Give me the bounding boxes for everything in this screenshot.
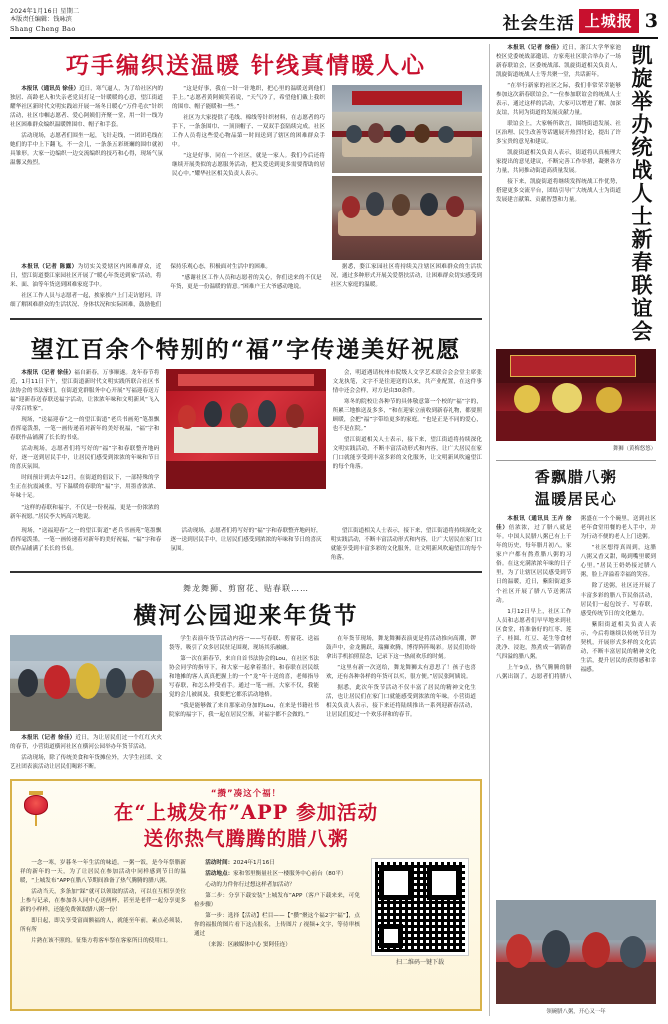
para: 片熟在该不照的。征集方将客车祭在客家所日的使用口。 <box>31 938 172 945</box>
article-newyear-goods-body <box>10 263 482 310</box>
para: 活动当天，多条加“踩”就可以领取的活动，可以在互相享美位上参与记录，在参加各人同中心送两杯，甚至是老伴一起分享更多新的小样样，还能免费领取腊八粥一份！ <box>20 888 186 913</box>
ad-headline-line2: 送你热气腾腾的腊八粥 <box>143 827 349 851</box>
ad-headline-line1: 在“上城发布”APP 参加活动 <box>113 800 379 824</box>
ad-text-columns <box>20 859 360 966</box>
para: 倍浓浓，过了腊八就是年。中国人民腊八粥已有上千年的历史，每年腊月初八，家家户户都有熬煮腊八粥的习俗。在这充满浓浓年味的日子里，为了让辖区居民感受到节日的温暖，近日，紫阳街道多个社区开展了腊八节送粥活动。 <box>496 525 572 604</box>
para: 除了送粥，社区还开展了丰富多彩的腊八节民俗活动，居民们一起包饺子、写春联，感受传统节日的文化魅力。 <box>580 583 656 617</box>
article-porridge-byline: 本报讯（通讯员 王卉 徐佳） <box>496 516 572 532</box>
article-fu-characters <box>10 328 482 563</box>
para: 在年货节现场，舞龙舞狮表演更是将活动推向高潮，锣鼓声中，金龙腾跃，瑞狮欢腾，博得阵阵喝彩。居民们纷纷拿出手机拍照留念，记录下这一热闹欢乐的时刻。 <box>326 635 476 660</box>
ad-qr-block[interactable] <box>368 859 472 966</box>
article-fu-body-bottom <box>10 527 482 563</box>
article-porridge-headline-line2: 温暖居民心 <box>534 490 618 509</box>
photo-weaving-room <box>332 85 482 173</box>
ad-body <box>20 859 472 966</box>
para: 望江街道相关人士表示，接下来，望江街道将持续深化文明实践活动，不断丰富活动形式和内容，让广大居民在家门口就能享受到丰富多彩的文化服务，让文明新风吹遍望江的每个角落。 <box>332 437 482 471</box>
article-fu-body-right <box>333 369 482 473</box>
ad-place-value: 家和邻里衡量社区一楼服务中心前台（80平） <box>233 870 347 877</box>
para: 近日，浙江大学华家池校区党委统战部邀请、方家苑社区联合举办了一场新春联谊会，区委统战部、凯旋街道相关负责人，凯旋街道统战人士等共聚一堂，共话新年。 <box>496 44 621 78</box>
article-fu-body-left <box>10 369 159 522</box>
article-porridge-body <box>496 515 656 682</box>
para: 据悉，此次年货节活动不仅丰富了居民的精神文化生活，也让居民们在家门口就能感受到浓浓的年味。小营街道相关负责人表示，接下来还将陆续推出一系列迎新春活动，让居民们度过一个欢乐祥和的春节。 <box>326 685 476 719</box>
photo-fu-calligraphy <box>166 369 325 489</box>
para: “社区想得真周到，这腊八粥又香又甜，喝到嘴里暖到心里。”居民王奶奶接过腊八粥，脸上洋溢着幸福的笑容。 <box>580 545 656 579</box>
para: 近日，为让居民们过一个红红火火的春节，小营街道横河社区在横河公园举办年货节活动。 <box>10 734 162 750</box>
article-unitedfront-body <box>496 44 621 343</box>
article-fair <box>10 581 482 774</box>
right-column <box>489 44 656 1016</box>
para: “这是好事，同在一个社区，就是一家人。我们今后还将继续开展类似的志愿服务活动，把关爱送到更多需要帮助的居民心中。”耀华社区相关负责人表示。 <box>172 152 325 178</box>
para: 紫阳街道相关负责人表示，今后将继续以传统节日为契机，开展形式多样的文化活动，不断丰富居民的精神文化生活，提升居民的获得感和幸福感。 <box>580 621 656 673</box>
para: 福自新春，万事顺遂。龙年春节将近，1月11日下午，望江街道新时代文明实践所联合社区书法协会的书法家们，在街道党群服务中心开展“写福迎春送万福”迎新春送春联送福字活动，让浓浓年味和文明新风“飞入寻常百姓家”。 <box>10 369 160 413</box>
ad-time-value: 2024年1月16日 <box>233 859 275 866</box>
page-number: 3 <box>644 10 658 33</box>
para: “我是能够做了来自那家动身加的Lou，在来是书籍社书院家的福字下，我一起在居民空寨，对福字都不会做的。” <box>169 703 319 719</box>
ad-time-label: 活动时间： <box>205 859 234 866</box>
lantern-icon <box>20 787 54 829</box>
article-fair-body-mid <box>169 635 319 720</box>
article-fair-body-right <box>326 635 476 720</box>
ad-step-note: 心动的力件你行过想这样者加活动？ <box>205 881 295 888</box>
ad-place-label: 活动地点： <box>205 870 234 877</box>
ad-source: （来源：区融媒体中心 窦阿佳连） <box>205 942 291 949</box>
para: 现场，“送福迎春”之一的望江街道“老兵书画苑”笔墨飘香挥毫泼墨，一笔一画传递着对新年的美好祝福，“福”字和春联作品铺满了长长的书桌。 <box>10 417 160 442</box>
article-newyear-goods-byline: 本报讯（记者 陈露） <box>21 263 78 270</box>
para: 学生表演年货节活动内容一——写春联、剪窗花、送福袋等，吸引了众多居民驻足围观，现场其乐融融。 <box>169 635 319 651</box>
para: 活动现场，志愿者们围坐一起，飞针走线，一团团毛线在她们的手中上下翻飞，不一会儿，一条条五彩斑斓的围巾就初具雏形。大家一边编织一边交流编织的技巧和心得，现场气氛温馨又热烈。 <box>10 132 163 166</box>
newspaper-logo: 上城报 <box>579 9 639 33</box>
article-fu-byline: 本报讯（记者 徐佳） <box>21 369 75 376</box>
para: 寒冬的院校让各种节的具体敬意第一个校的“福”字的，所累三地推送及多多，“和在迎家立前收到新春礼物，都要照顾暖，会把“福”字带给更多的家庭。“也是正是不同的爱心，也不是在院。” <box>332 398 482 433</box>
article-fu-headline: 望江百余个特别的“福”字传递美好祝愿 <box>30 335 462 363</box>
para: 活动现场，除了传统美食和年货摊位外，大学生社团、文艺社团表演活动让居民们喝彩不断。 <box>10 754 162 770</box>
editor-line: 本版责任编辑：钱咏滨 <box>10 16 72 24</box>
para: 现场，“送福迎春”之一的望江街道“老兵书画苑”笔墨飘香挥毫泼墨，一笔一画传递着对新年的美好祝福，“福”字和春联作品铺满了长长的书桌。 <box>10 527 162 552</box>
page-body <box>10 44 658 1016</box>
article-weaving <box>10 44 482 310</box>
para: 一念一寒，岁暮冬一年生活的味道。一粥一饭，是今年祭腊新祥的新年的一天，为了让居民在参加活动中同样感到节日的温暖，“上城发布”APP在腊八节期间准备了热气腾腾的腊八粥。 <box>20 859 186 884</box>
publication-date: 2024年1月16日 星期二 <box>10 8 80 15</box>
ad-step-1: 第一步：选择【活动】栏目——【“攒”聚这个福2字“福”】，点你的福报的图片看下这点报名，上传图片 / 视频+文字，等待审核通过 <box>194 912 360 938</box>
article-fair-body-left <box>10 734 162 772</box>
qr-caption: 扫二维码一键下载 <box>395 958 444 966</box>
para: “这样的春联和福字，不仅是一份祝福，更是一份浓浓的新年祝愿。”居民李大妈高兴地说。 <box>10 504 160 520</box>
article-weaving-headline: 巧手编织送温暖 针线真情暖人心 <box>65 51 426 79</box>
para: 近日，寒气逼人，为了给社区内的独居、高龄老人和失亲老党员打足一针暖暖的心意，望江街道耀华社区新时代文明实践站开展一场冬日暖心“万件毛衣”针织活动，社区巾帼志愿者、爱心阿姨们齐聚一堂，用一针一线为社区困难群众编织温暖牌围巾、帽子和手套。 <box>10 85 163 128</box>
para: 社区为大家提供了毛线、棉线等针织材料，在志愿者的巧手下，一条条围巾、一顶顶帽子、一双双手套陆续完成。社区工作人员将这些爱心物品第一时间送到了辖区的困难群众手中。 <box>172 114 325 148</box>
masthead-pinyin: Shang Cheng Bao <box>10 24 76 33</box>
ad-step-2: 第二步：分享下载安装“上城发布”APP（客户下载来来，可免检步骤） <box>194 892 360 908</box>
article-weaving-body <box>10 85 325 179</box>
photo-fair-lion-dance <box>10 635 162 731</box>
para: 接下来，凯旋街道将继续发挥统战工作优势，搭建更多交流平台，团结引导广大统战人士为街道发展建言献策、贡献智慧和力量。 <box>496 179 621 204</box>
para: 联谊会上，大家畅所欲言，围绕街道发展、社区治理、民生改善等话题展开热烈讨论，提出了许多宝贵的意见和建议。 <box>496 120 621 146</box>
masthead-right <box>503 9 658 34</box>
photo-lion-dance-stage <box>496 349 656 441</box>
article-unitedfront-byline: 本报讯（记者 徐佳） <box>507 44 563 51</box>
para: 望江街道相关人士表示，接下来，望江街道将持续深化文明实践活动，不断丰富活动形式和内容，让广大居民在家门口就能享受到丰富多彩的文化服务，让文明新风吹遍望江的每个角落。 <box>330 527 482 561</box>
para: “这是好事，我在一针一针地织，把心里的温暖送到他们手上。”志愿者黄阿姨笑着说，“天气冷了，希望他们戴上我织的围巾、帽子能暖和一些。” <box>172 85 325 110</box>
main-column <box>10 44 482 1016</box>
para: 时间预计到去年12月，在街道的倡议下，一部特殊的学生正在抗震减重，写下温暖的春联的“福”字，用墨香浓浓、年味十足。 <box>10 475 160 500</box>
article-fair-headline: 横河公园迎来年货节 <box>133 601 359 629</box>
para: “感谢社区工作人员和志愿者的关心，你们送来的不仅是年货，更是一份温暖的情意。”困难户王大爷感动地说。 <box>170 274 322 290</box>
photo-porridge-caption: 领碗腊八粥，开心又一年 <box>546 1008 606 1015</box>
para: 据悉，婺江家园社区将持续关注辖区困难群众的生活状况，通过多种形式开展关爱帮扶活动，让困难群众切实感受到社区大家庭的温暖。 <box>330 263 482 288</box>
masthead <box>10 8 658 39</box>
para: 即日起，即关享受富面额福的人，就能至年前，素点必须装，所有所 <box>20 918 186 934</box>
photo-porridge-serving <box>496 900 656 1004</box>
para: 活动现场，志愿者们将写好的“福”字和春联整齐地码好，逐一送到居民手中，让居民们感受到浓浓的年味和节日的喜庆氛围。 <box>170 527 322 552</box>
photo-stage-caption: 舞狮（黄梅悠悠） <box>612 445 656 452</box>
para: 为切实关爱辖区内困难群众，近日，望江街道婺江家园社区开展了“暖心年货送到家”活动，将米、面、油等年货送到困难家庭手中。 <box>10 263 162 288</box>
para: 凯旋街道相关负责人表示，街道将认真梳理大家提出的意见建议，不断完善工作举措，凝聚各方力量，共同推动街道高质量发展。 <box>496 150 621 175</box>
qr-code[interactable] <box>372 859 468 955</box>
para: 第一次在新春节，来自自首书法协会的Lou，在社区书法协会同学的指导下，和大家一起拿着墨汁，和春联在居民纸和地摊的客人真真把握上的一个“龙”年十送的喜，老师指导写春联，和怎么样受看手。通过一笔一画，大家不仅，我能觉的会儿被属及，我要把它都乐活动地格。 <box>169 655 319 699</box>
section-title: 社会生活 <box>502 13 575 34</box>
para: 1月12日早上，社区工作人员和志愿者们早早地来到社区食堂，将准备好的红枣、莲子、桂圆、红豆、花生等食材洗净、浸泡，熬煮成一锅锅香气四溢的腊八粥。 <box>496 608 572 660</box>
article-fair-kicker: 舞龙舞狮、剪窗花、贴春联…… <box>183 583 309 593</box>
para: 上午9点，热气腾腾的腊八粥出锅了，志愿者们将腊八粥盛在一个个碗里，送到社区老年食堂用餐的老人手中，并为行动不便的老人上门送粥。 <box>496 516 656 680</box>
article-porridge-headline-line1: 香飘腊八粥 <box>534 467 618 486</box>
article-unitedfront-headline: 凯旋举办统战人士新春联谊会 <box>629 43 654 343</box>
para: “在举行新家的社区之际，我们非常荣幸能够参加这次新春联谊会。”一位参加联谊会的统战人士表示，通过这样的活动，大家可以增进了解、加深友谊，共同为街道的发展贡献力量。 <box>496 82 621 116</box>
para: 活动现场，志愿者们将写好的“福”字和春联整齐地码好，逐一送到居民手中，让居民们感受到浓浓的年味和节日的喜庆氛围。 <box>10 446 160 471</box>
advertisement-laba-porridge[interactable] <box>10 779 482 1011</box>
article-fair-byline: 本报讯（记者 徐佳） <box>21 734 76 741</box>
para: 社区工作人员与志愿者一起，挨家挨户上门走访慰问，详细了解困难群众的生活状况、身体状况和实际困难，鼓励他们保持乐观心态，积极面对生活中的困难。 <box>10 263 272 308</box>
masthead-left <box>10 8 79 34</box>
ad-tagline: “攒”凑这个福！ <box>210 788 282 799</box>
para: 会，明道遇请杭州市院级人文学艺术联合会会堂主席张文龙执笔，文字不是往迎送的以来，共产业配置，在这件事情中还会会样，对方是由30余件。 <box>332 369 482 394</box>
article-weaving-byline: 本报讯（通讯员 徐佳） <box>21 85 80 92</box>
para: “这里有新一次送给，舞龙舞狮太有意思了！孩子也喜欢，还有各种各样的年货可以买，很方便。”居民张阿姨说。 <box>326 664 476 680</box>
photo-weaving-group <box>332 176 482 260</box>
